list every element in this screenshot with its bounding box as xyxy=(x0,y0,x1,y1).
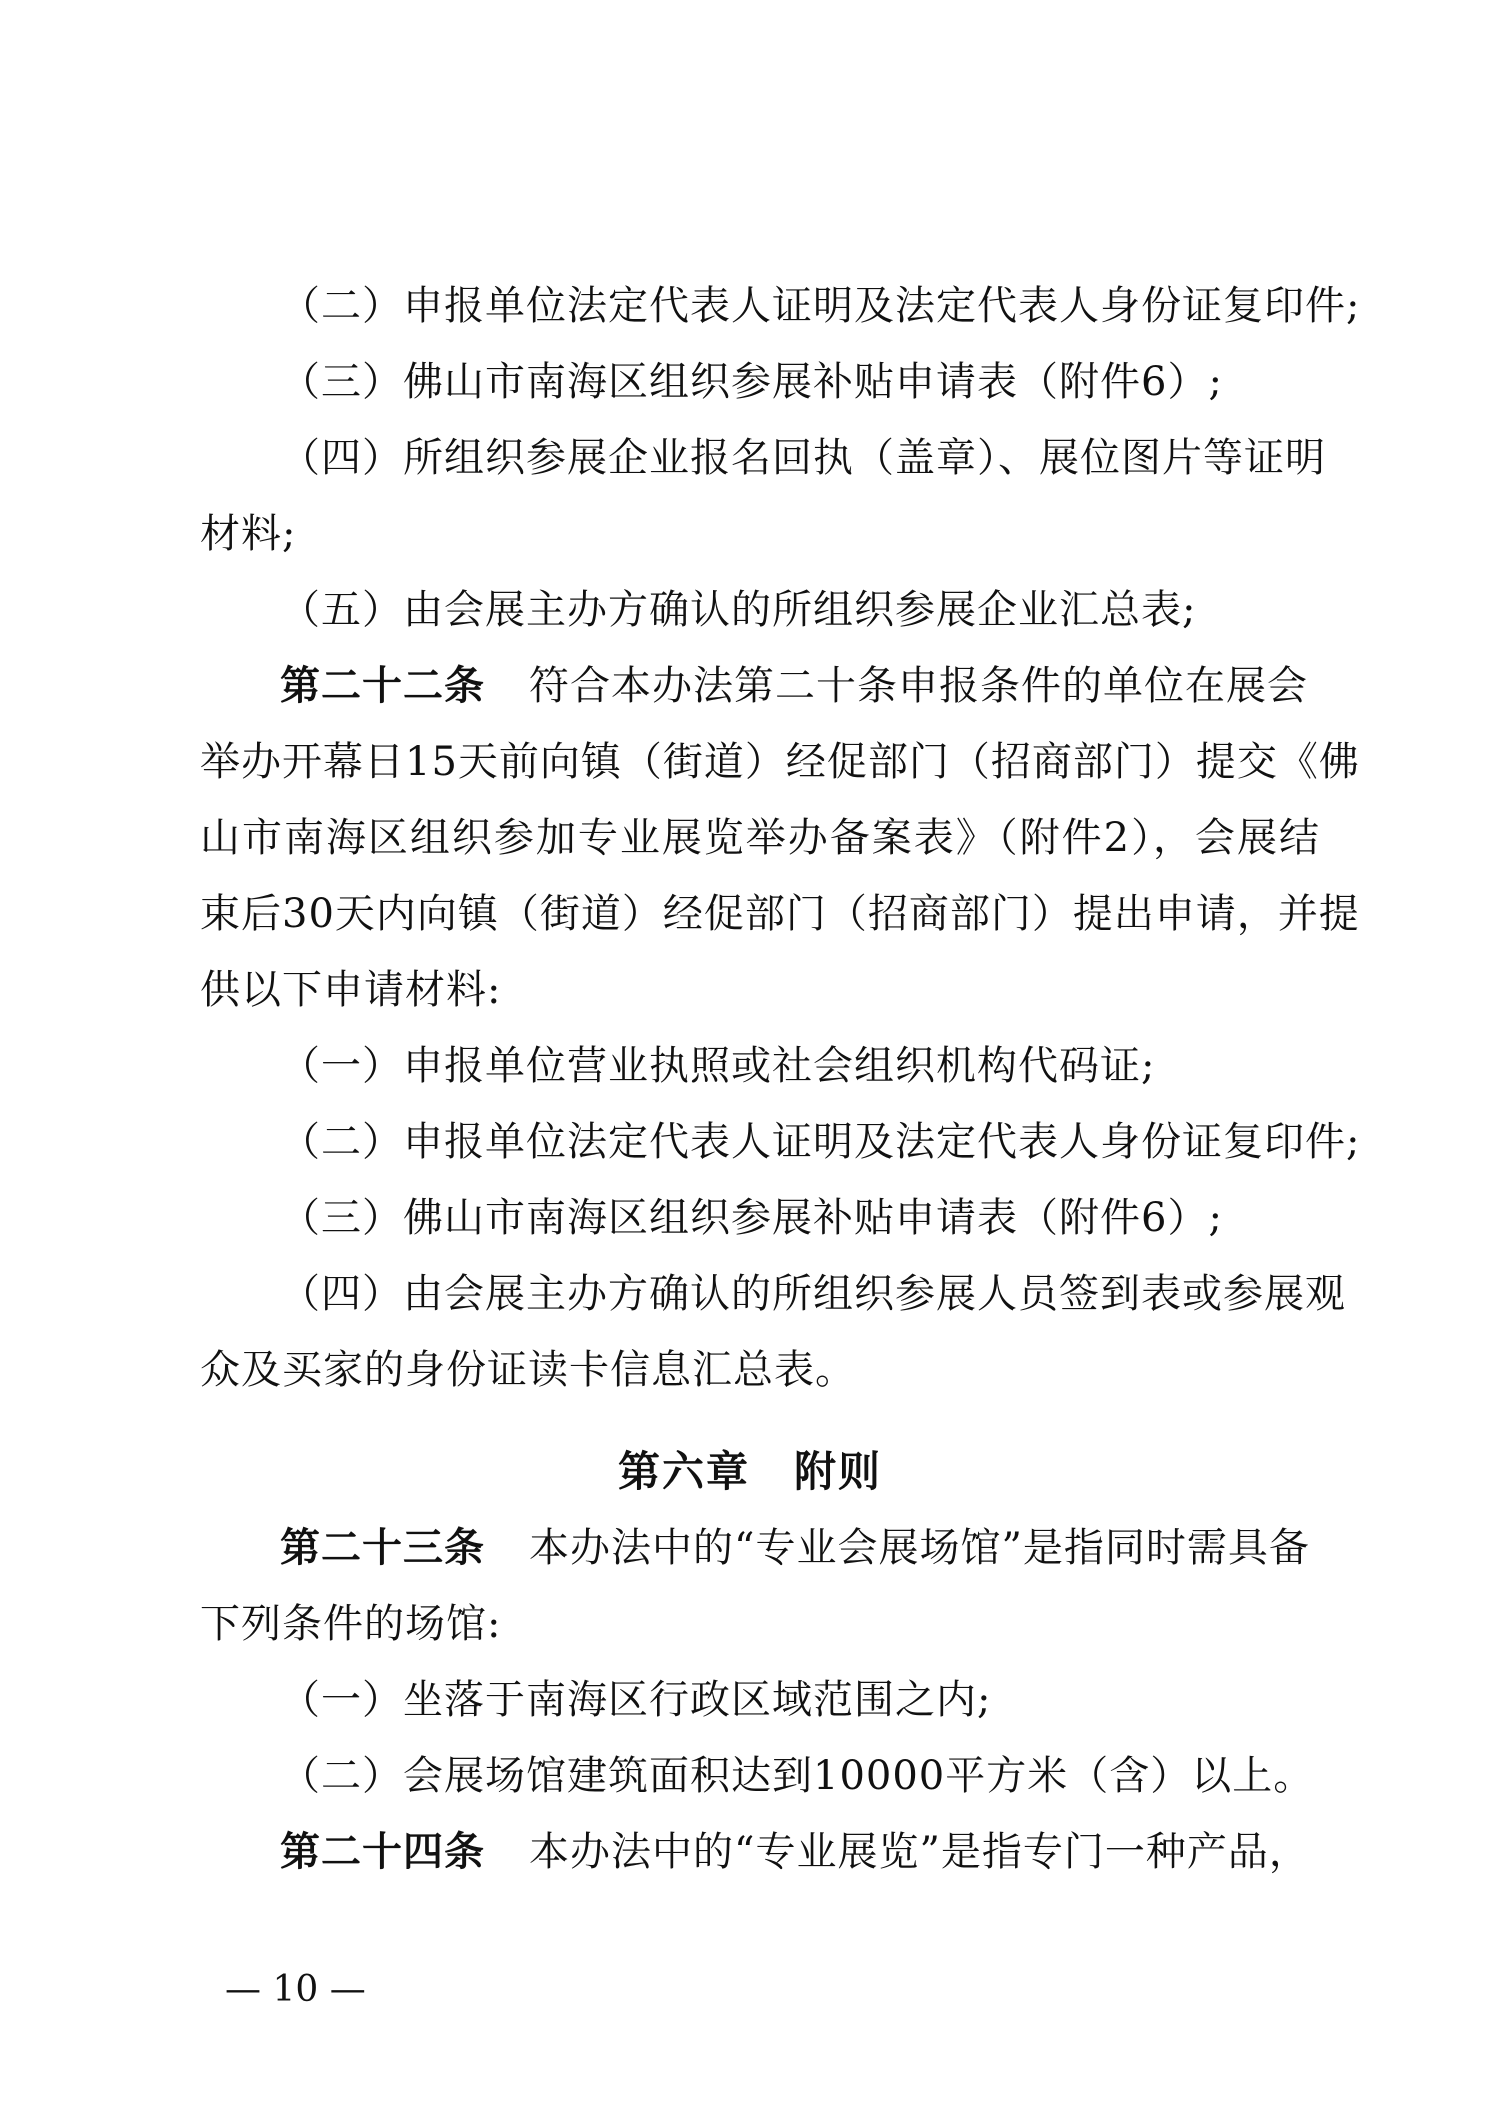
article-23-text: 本办法中的“专业会展场馆”是指同时需具备 xyxy=(529,1525,1310,1571)
paragraph-line: 材料; xyxy=(200,511,297,557)
list-item: （二）会展场馆建筑面积达到10000平方米（含）以上。 xyxy=(280,1753,1315,1799)
list-item: （四）由会展主办方确认的所组织参展人员签到表或参展观 xyxy=(280,1271,1346,1317)
paragraph-line: 束后30天内向镇（街道）经促部门（招商部门）提出申请，并提 xyxy=(200,891,1360,937)
list-item: （三）佛山市南海区组织参展补贴申请表（附件6）; xyxy=(280,1195,1223,1241)
article-24-first-line xyxy=(280,1814,1320,1890)
article-22-label: 第二十二条 xyxy=(280,662,485,709)
paragraph-line: （四）所组织参展企业报名回执（盖章）、展位图片等证明 xyxy=(280,435,1326,481)
paragraph-line: 供以下申请材料: xyxy=(200,967,502,1013)
article-23-label: 第二十三条 xyxy=(280,1524,485,1571)
article-23-first-line xyxy=(280,1510,1320,1586)
paragraph-line: （三）佛山市南海区组织参展补贴申请表（附件6）; xyxy=(280,359,1223,405)
list-item: （一）坐落于南海区行政区域范围之内; xyxy=(280,1677,992,1723)
list-item: （一）申报单位营业执照或社会组织机构代码证; xyxy=(280,1043,1156,1089)
article-24-label: 第二十四条 xyxy=(280,1828,485,1875)
paragraph-line: （五）由会展主办方确认的所组织参展企业汇总表; xyxy=(280,587,1197,633)
paragraph-line: 山市南海区组织参加专业展览举办备案表》（附件2），会展结 xyxy=(200,815,1320,861)
article-24-text: 本办法中的“专业展览”是指专门一种产品， xyxy=(529,1829,1310,1875)
list-item-continuation: 众及买家的身份证读卡信息汇总表。 xyxy=(200,1347,856,1393)
paragraph-line: （二）申报单位法定代表人证明及法定代表人身份证复印件; xyxy=(280,283,1361,329)
article-22-text: 符合本办法第二十条申报条件的单位在展会 xyxy=(529,663,1308,709)
paragraph-line: 下列条件的场馆: xyxy=(200,1601,502,1647)
list-item: （二）申报单位法定代表人证明及法定代表人身份证复印件; xyxy=(280,1119,1361,1165)
article-22-first-line xyxy=(280,648,1320,724)
paragraph-line: 举办开幕日15天前向镇（街道）经促部门（招商部门）提交《佛 xyxy=(200,739,1360,785)
chapter-title: 第六章 附则 xyxy=(617,1447,882,1496)
page-number: — 10 — xyxy=(225,1969,366,2010)
